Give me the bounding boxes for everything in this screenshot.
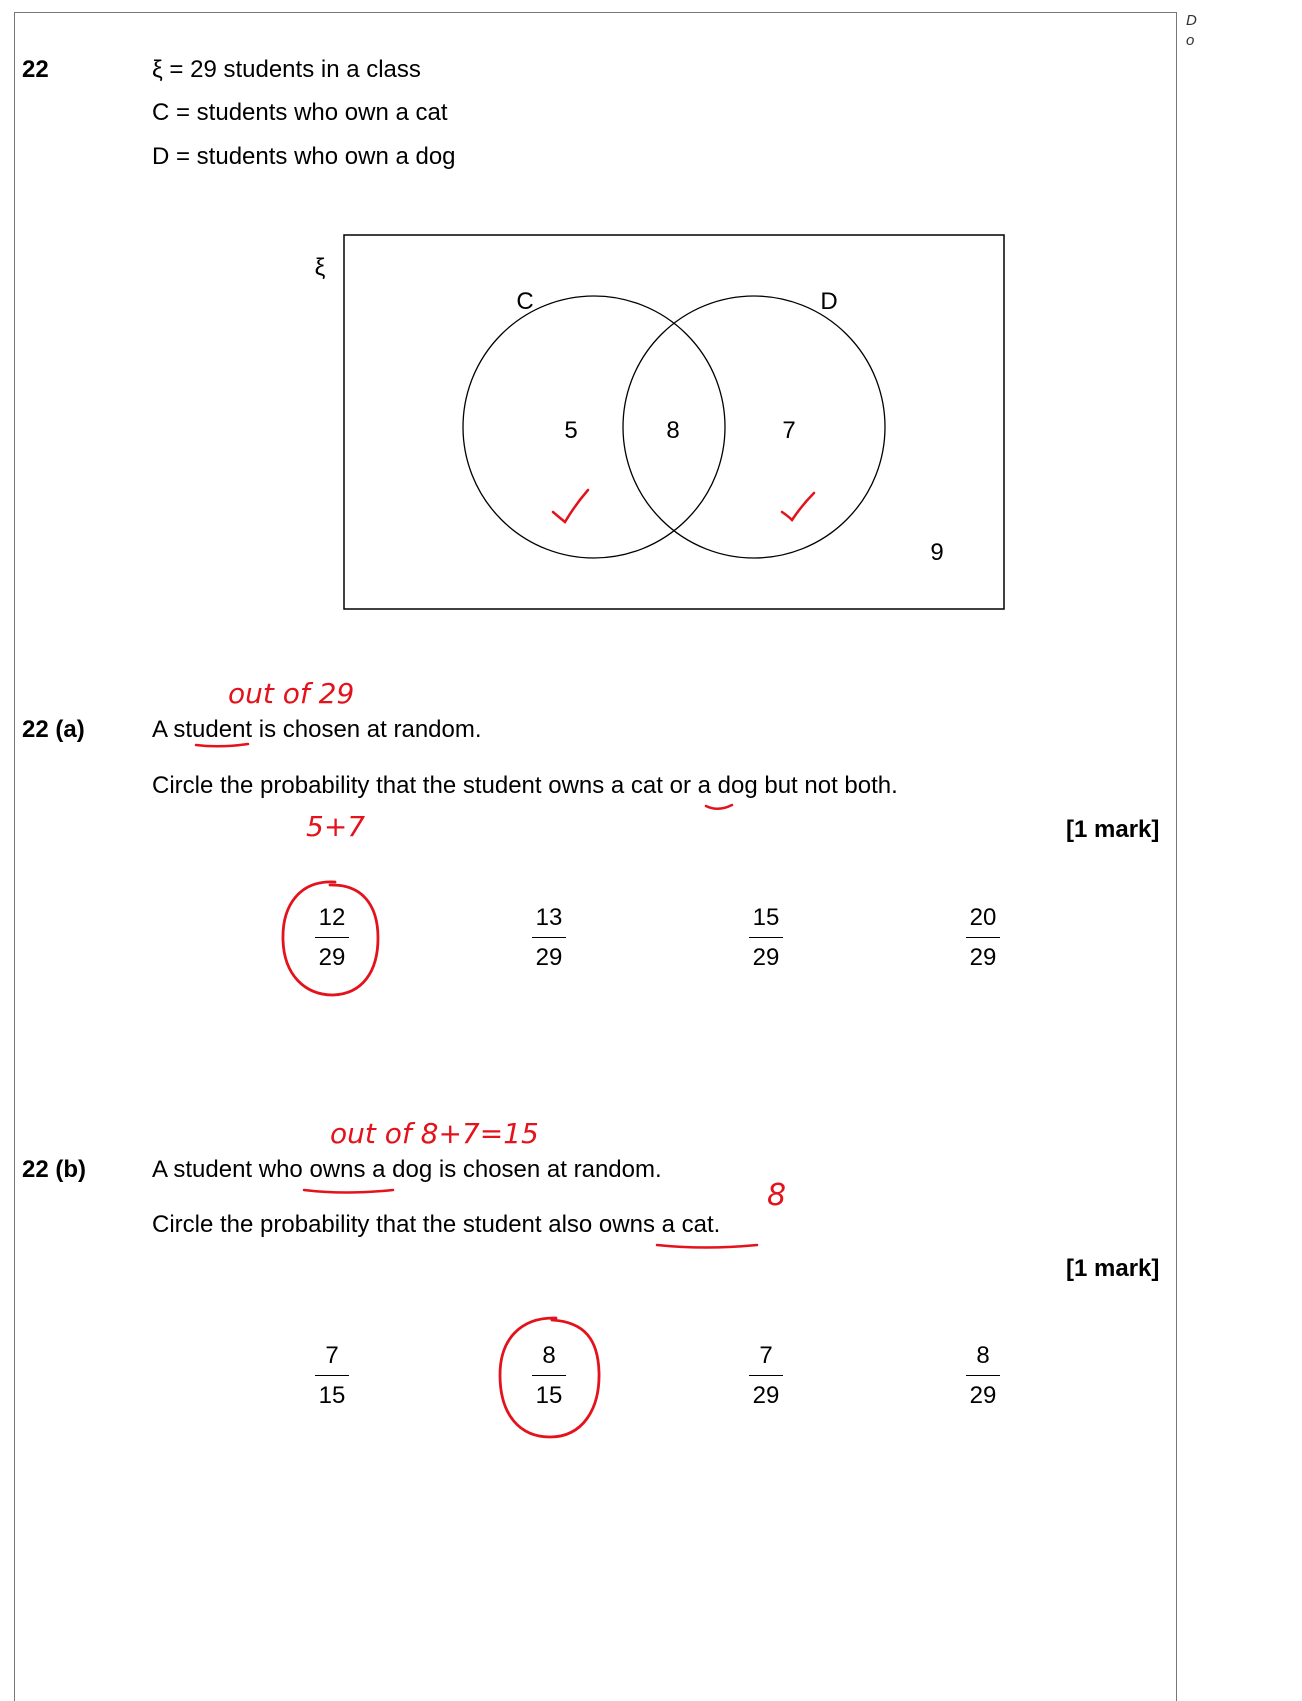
option-a-1[interactable] — [302, 906, 362, 970]
denominator: 15 — [535, 1382, 563, 1409]
universal-symbol: ξ — [314, 254, 326, 281]
denominator: 29 — [318, 944, 346, 971]
underline-student — [196, 744, 248, 746]
numerator: 13 — [532, 906, 566, 938]
denominator: 29 — [969, 944, 997, 971]
edge-text-2: o — [1186, 32, 1195, 49]
denominator: 29 — [535, 944, 563, 971]
set-d-circle — [623, 296, 885, 558]
numerator: 15 — [749, 906, 783, 938]
question-number: 22 — [22, 56, 49, 83]
region-outside: 9 — [930, 539, 944, 566]
set-c-circle — [463, 296, 725, 558]
option-a-2[interactable] — [519, 906, 579, 970]
denominator: 15 — [318, 1382, 346, 1409]
handwritten-working-b: 8 — [767, 1178, 787, 1213]
handwritten-note-a: out of 29 — [228, 677, 355, 710]
numerator: 7 — [315, 1344, 349, 1376]
region-c-only: 5 — [564, 417, 578, 444]
numerator: 8 — [532, 1344, 566, 1376]
part-a-text-1: A student is chosen at random. — [152, 716, 482, 743]
tick-mark-icon — [553, 490, 588, 522]
part-b-text-1: A student who owns a dog is chosen at random. — [152, 1156, 662, 1183]
underline-or — [706, 805, 732, 809]
option-b-1[interactable] — [302, 1344, 362, 1408]
part-a-label: 22 (a) — [22, 716, 85, 743]
part-a-text-2: Circle the probability that the student owns a cat or a dog but not both. — [152, 772, 898, 799]
option-b-3[interactable] — [736, 1344, 796, 1408]
option-b-2[interactable] — [519, 1344, 579, 1408]
region-both: 8 — [666, 417, 680, 444]
denominator: 29 — [752, 944, 780, 971]
definition-dog: D = students who own a dog — [152, 143, 456, 170]
option-b-4[interactable] — [953, 1344, 1013, 1408]
region-d-only: 7 — [782, 417, 796, 444]
set-label-c: C — [516, 288, 534, 315]
numerator: 12 — [315, 906, 349, 938]
option-a-4[interactable] — [953, 906, 1013, 970]
definition-universal: ξ = 29 students in a class — [152, 56, 421, 83]
handwritten-note-b: out of 8+7=15 — [330, 1117, 539, 1150]
set-label-d: D — [820, 288, 838, 315]
part-b-label: 22 (b) — [22, 1156, 87, 1183]
part-a-marks: [1 mark] — [1066, 816, 1160, 843]
edge-text-1: D — [1186, 12, 1197, 29]
numerator: 8 — [966, 1344, 1000, 1376]
part-b-marks: [1 mark] — [1066, 1255, 1160, 1282]
underline-owns-cat — [657, 1245, 757, 1248]
part-b-text-2: Circle the probability that the student also owns a cat. — [152, 1211, 721, 1238]
denominator: 29 — [969, 1382, 997, 1409]
numerator: 7 — [749, 1344, 783, 1376]
tick-mark-icon — [782, 493, 814, 520]
handwritten-working-a: 5+7 — [306, 810, 366, 843]
definition-cat: C = students who own a cat — [152, 99, 448, 126]
option-a-3[interactable] — [736, 906, 796, 970]
underline-owns — [304, 1190, 393, 1193]
numerator: 20 — [966, 906, 1000, 938]
denominator: 29 — [752, 1382, 780, 1409]
